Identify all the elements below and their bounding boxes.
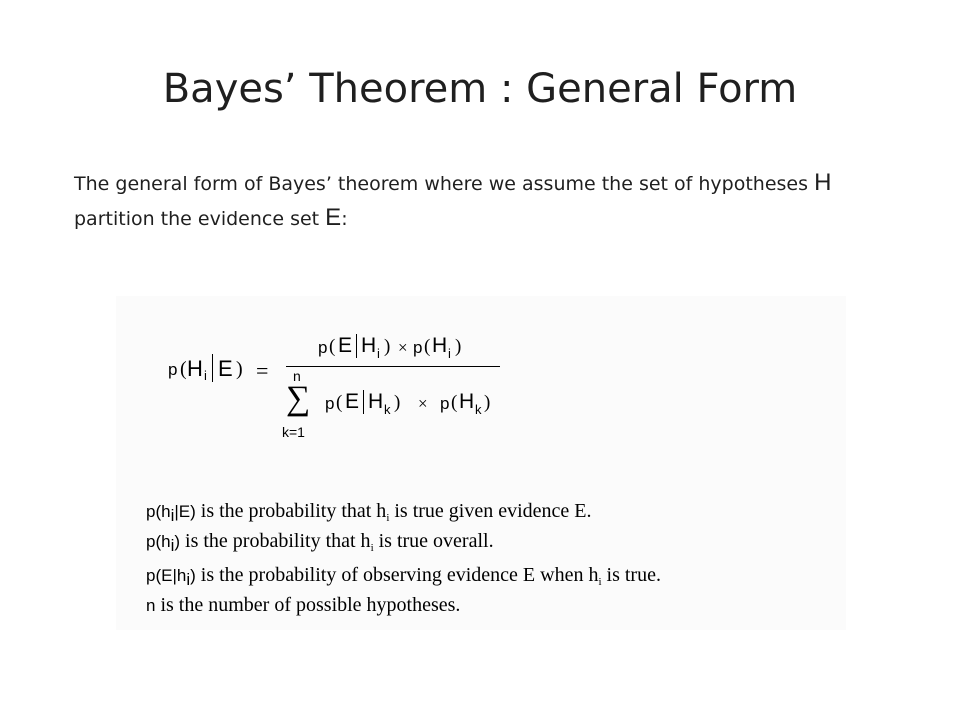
lhs-h: H [187, 356, 203, 381]
intro-text-start: The general form of Bayes’ theorem where we assume the set of hypotheses [74, 173, 809, 195]
equals-sign: = [256, 358, 269, 383]
bayes-formula [116, 296, 846, 466]
num-subscript-i: i [377, 346, 380, 361]
den-paren2: ) [394, 392, 401, 413]
den-paren1: ( [336, 392, 343, 413]
intro-text-middle: partition the evidence set [74, 208, 320, 230]
num-p1: p [318, 338, 328, 357]
den-subscript-k: k [384, 402, 391, 417]
sum-sigma: ∑ [286, 380, 311, 417]
lhs-e: E [218, 356, 233, 381]
den-h2: H [459, 390, 475, 413]
formula-panel [116, 296, 846, 630]
num-subscript-i2: i [448, 346, 451, 361]
den-p1: p [325, 394, 335, 413]
definition-item: $p(h_i|E)$ is the probability that $h_i$ is true given evidence E. [146, 500, 592, 525]
num-e: E [338, 334, 353, 357]
num-times: × [398, 338, 408, 357]
den-bar [363, 390, 364, 414]
num-h2: H [432, 334, 448, 357]
den-times: × [418, 394, 428, 413]
den-paren4: ) [484, 392, 491, 413]
lhs-p: p [168, 360, 178, 379]
lhs-open-paren: ( [180, 358, 187, 380]
num-h: H [361, 334, 377, 357]
definition-item: $p(h_i)$ is the probability that $h_i$ is true overall. [146, 530, 494, 555]
slide-title: Bayes’ Theorem : General Form [162, 66, 798, 112]
num-paren4: ) [455, 336, 462, 357]
lhs-bar [212, 354, 213, 382]
lhs-close-paren: ) [236, 358, 243, 380]
num-paren2: ) [384, 336, 391, 357]
sum-lower-limit: k=1 [282, 424, 305, 440]
intro-text-end: : [341, 208, 348, 230]
sum-upper-limit: n [293, 368, 301, 384]
den-paren3: ( [451, 392, 458, 413]
lhs-subscript-i: i [204, 368, 207, 383]
den-subscript-k2: k [475, 402, 482, 417]
definition-item: $p(E|h_i)$ is the probability of observing evidence E when $h_i$ is true. [146, 564, 661, 589]
fraction-bar [286, 366, 500, 367]
num-paren3: ( [424, 336, 431, 357]
num-bar [356, 334, 357, 358]
num-p2: p [413, 338, 423, 357]
den-e: E [345, 390, 360, 413]
intro-paragraph [74, 166, 894, 236]
num-paren1: ( [329, 336, 336, 357]
den-h: H [368, 390, 384, 413]
den-p2: p [440, 394, 450, 413]
definition-item: n is the number of possible hypotheses. [146, 594, 461, 616]
intro-symbol-e: E [325, 204, 342, 231]
intro-symbol-h: H [814, 169, 832, 196]
